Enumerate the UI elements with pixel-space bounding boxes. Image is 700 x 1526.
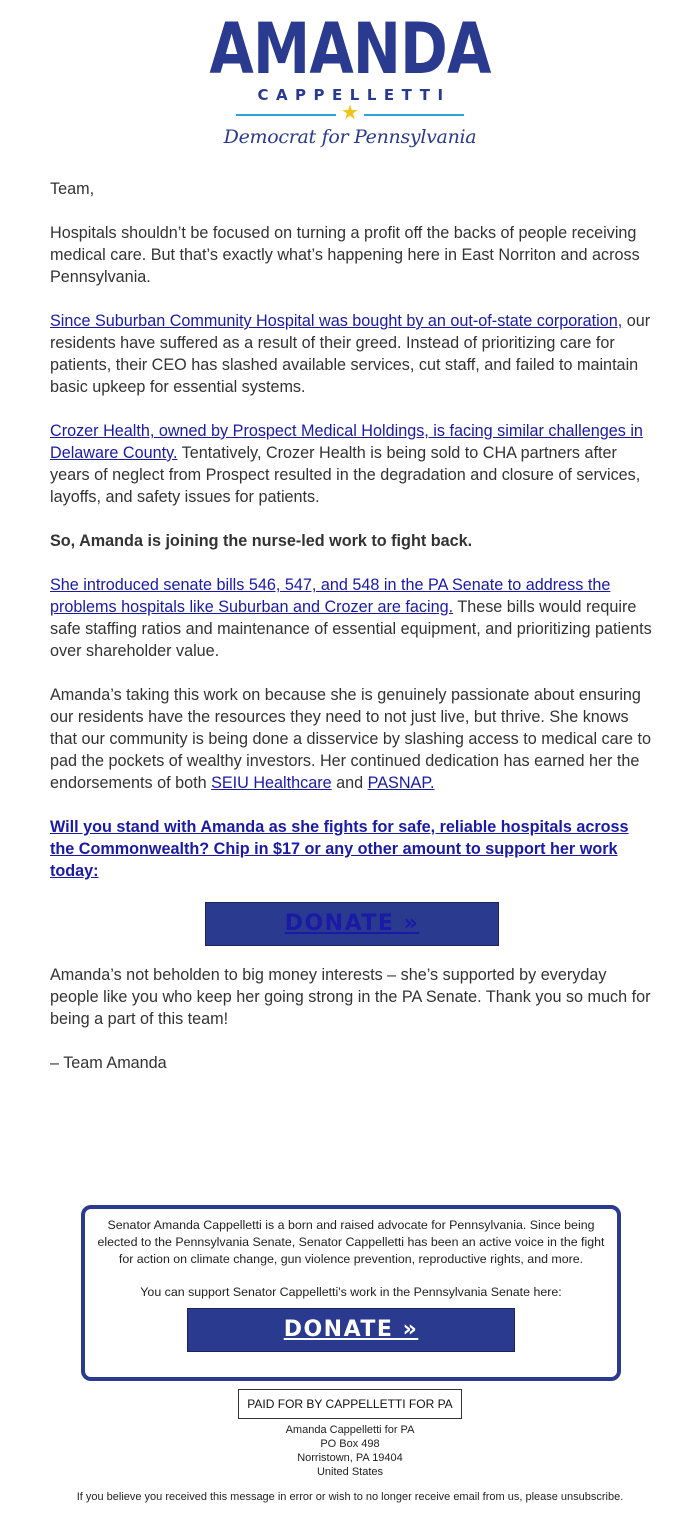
logo-surname: CAPPELLETTI <box>257 86 451 104</box>
unsubscribe-notice <box>0 1491 700 1503</box>
pasnap-link[interactable]: PASNAP. <box>367 774 435 792</box>
star-icon: ★ <box>341 102 359 124</box>
paragraph-fight-back: So, Amanda is joining the nurse-led work to fight back. <box>50 532 473 550</box>
paid-for-disclaimer: PAID FOR BY CAPPELLETTI FOR PA <box>238 1389 462 1419</box>
footer-bio: Senator Amanda Cappelletti is a born and raised advocate for Pennsylvania. Since being elected to the Pennsylvania Senate, Senator Cappelletti has been an active voice in the fight for action on climate change, gun violence prevention, reproductive rights, and more. <box>97 1218 605 1266</box>
paragraph-suburban: Since Suburban Community Hospital was bought by an out-of-state corporation, our residents have suffered as a result of their greed. Instead of prioritizing care for patients, their CEO has slashed available services, cut staff, and failed to maintain basic upkeep for essential systems. <box>50 312 651 396</box>
email-body <box>50 178 654 1096</box>
paragraph-intro: Hospitals shouldn’t be focused on turning a profit off the backs of people receiving medical care. But that’s exactly what’s happening here in East Norriton and across Pennsylvania. <box>50 224 640 286</box>
paragraph-bills: She introduced senate bills 546, 547, and 548 in the PA Senate to address the problems hospitals like Suburban and Crozer are facing. These bills would require safe staffing ratios and maintenance of essential equipment, and prioritizing patients over shareholder value. <box>50 576 652 660</box>
campaign-logo <box>0 8 700 148</box>
greeting: Team, <box>50 180 95 198</box>
footer-bio-box <box>81 1205 621 1381</box>
paragraph-crozer: Crozer Health, owned by Prospect Medical Holdings, is facing similar challenges in Delaware County. Tentatively, Crozer Health is being sold to CHA partners after years of neglect from Prospect resulted in the degradation and closure of services, layoffs, and safety issues for patients. <box>50 422 643 506</box>
footer-donate-button[interactable]: DONATE » <box>187 1308 515 1352</box>
paragraph-endorsements: Amanda’s taking this work on because she is genuinely passionate about ensuring our residents have the resources they need to not just live, but thrive. She knows that our community is being done a disservice by slashing access to medical care to pad the pockets of wealthy investors. Her continued dedication has earned her the endorsements of both SEIU Healthcare and PASNAP. <box>50 686 652 792</box>
senate-bills-link[interactable]: She introduced senate bills 546, 547, and 548 in the PA Senate to address the problems hospitals like Suburban and Crozer are facing. <box>50 576 611 616</box>
logo-tagline: Democrat for Pennsylvania <box>223 126 477 148</box>
footer-support-text: You can support Senator Cappelletti's work in the Pennsylvania Senate here: <box>140 1285 562 1299</box>
signoff: – Team Amanda <box>50 1054 167 1072</box>
logo-name: AMANDA <box>209 8 491 90</box>
crozer-health-link[interactable]: Crozer Health, owned by Prospect Medical Holdings, is facing similar challenges in Delaware County. <box>50 422 643 462</box>
suburban-hospital-link[interactable]: Since Suburban Community Hospital was bought by an out-of-state corporation, <box>50 312 623 330</box>
donate-button[interactable]: DONATE » <box>205 902 499 946</box>
seiu-healthcare-link[interactable]: SEIU Healthcare <box>211 774 332 792</box>
mailing-address: Amanda Cappelletti for PA PO Box 498 Norristown, PA 19404 United States <box>285 1424 415 1478</box>
donation-ask-link[interactable]: Will you stand with Amanda as she fights for safe, reliable hospitals across the Commonwealth? Chip in $17 or any other amount to support her work today: <box>50 818 629 880</box>
donation-ask <box>50 816 654 882</box>
paragraph-closing: Amanda’s not beholden to big money interests – she’s supported by everyday people like you who keep her going strong in the PA Senate. Thank you so much for being a part of this team! <box>50 966 651 1028</box>
unsubscribe-link[interactable]: If you believe you received this message in error or wish to no longer receive email from us, please unsubscribe. <box>76 1491 624 1503</box>
logo-divider <box>236 102 464 124</box>
